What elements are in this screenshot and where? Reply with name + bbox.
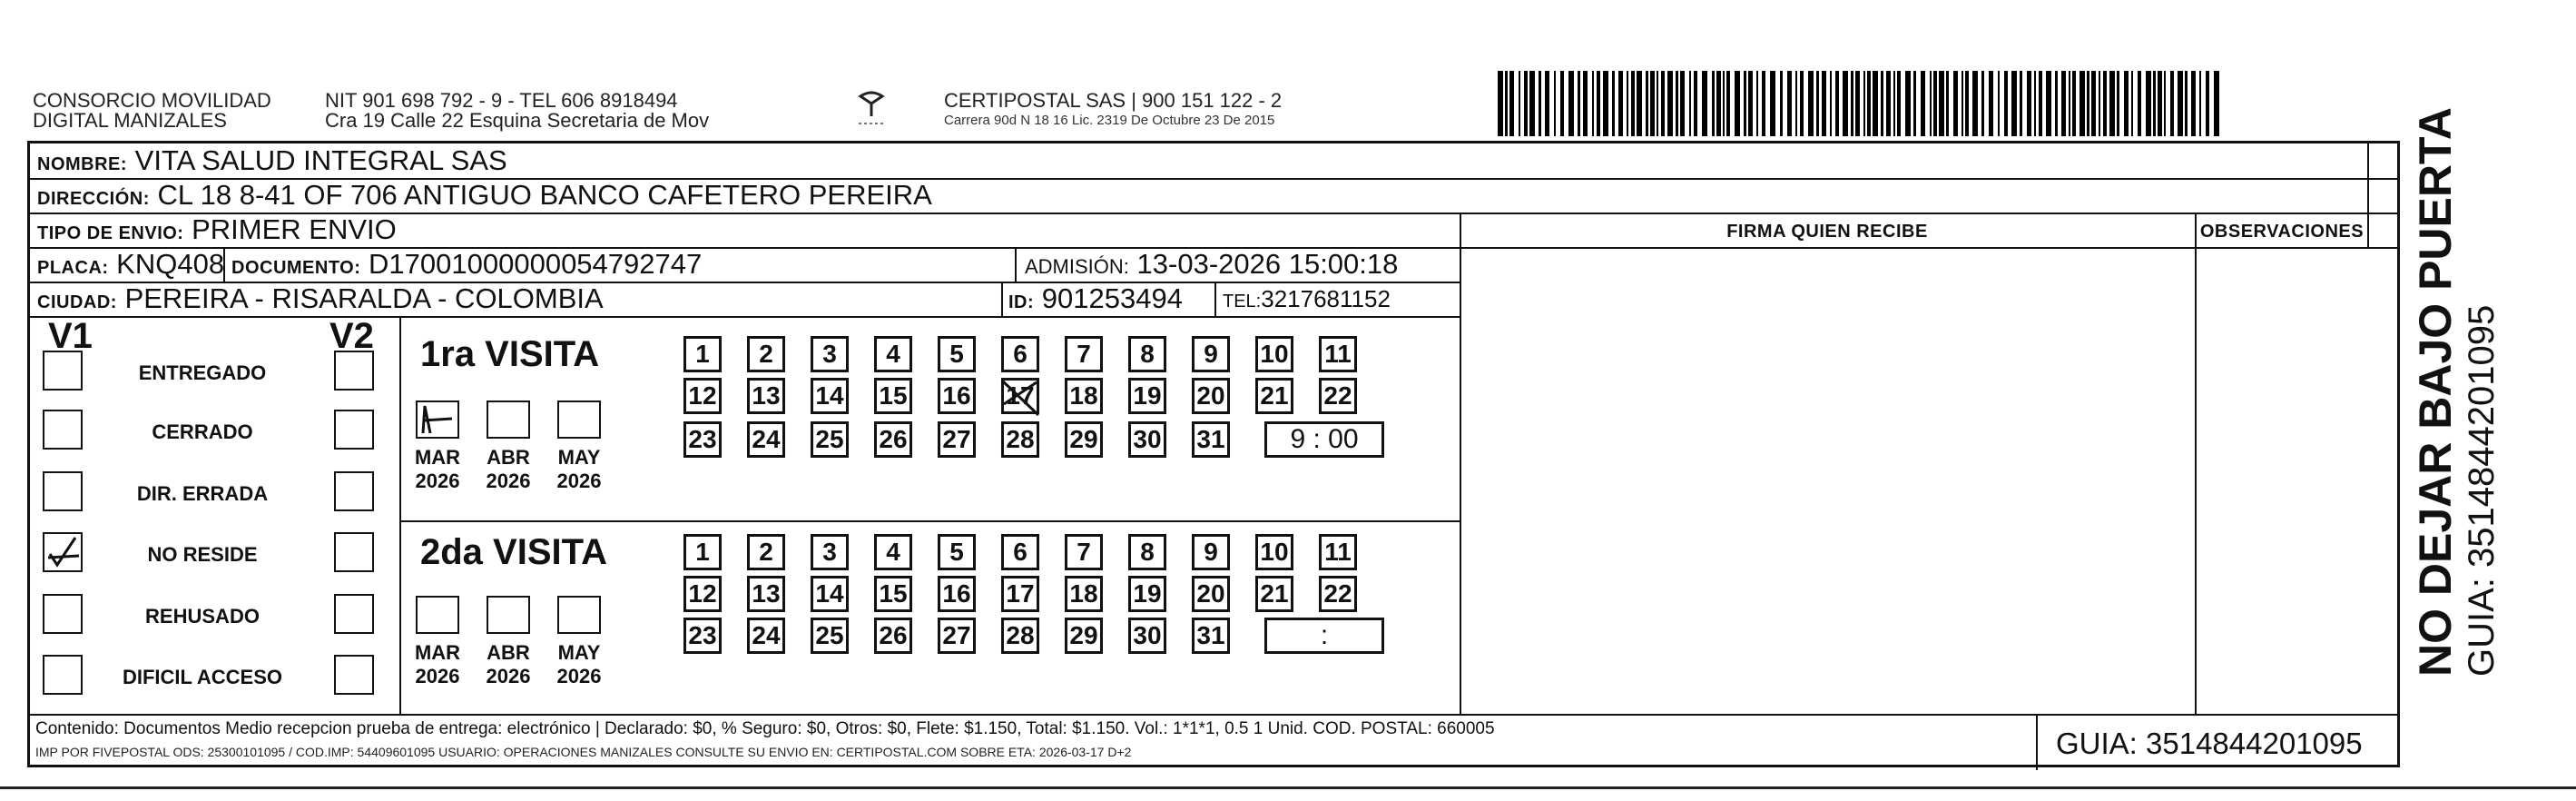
month-label: MAR bbox=[414, 446, 461, 469]
month-year: 2026 bbox=[415, 665, 460, 687]
second-visit-label: 2da VISITA bbox=[420, 532, 607, 572]
day-box[interactable]: 4 bbox=[874, 336, 912, 372]
day-box[interactable]: 27 bbox=[938, 618, 976, 654]
nombre-label: NOMBRE: bbox=[37, 154, 128, 174]
v1-checkbox[interactable] bbox=[43, 532, 83, 572]
tracking-barcode bbox=[1498, 71, 2224, 136]
observaciones-label: OBSERVACIONES bbox=[2199, 222, 2365, 242]
day-box[interactable]: 1 bbox=[683, 534, 722, 570]
day-box[interactable]: 5 bbox=[938, 336, 976, 372]
day-box[interactable]: 6 bbox=[1001, 534, 1039, 570]
day-box[interactable]: 10 bbox=[1255, 336, 1293, 372]
month-label: MAY bbox=[557, 641, 601, 664]
v2-checkbox[interactable] bbox=[334, 532, 374, 572]
month-checkbox[interactable] bbox=[557, 400, 601, 439]
v1-checkbox[interactable] bbox=[43, 655, 83, 695]
v1-checkbox[interactable] bbox=[43, 351, 83, 391]
nit-line1: NIT 901 698 792 - 9 - TEL 606 8918494 bbox=[325, 89, 678, 112]
id-value: 901253494 bbox=[1041, 282, 1183, 314]
v2-checkbox[interactable] bbox=[334, 471, 374, 511]
status-option-label: NO RESIDE bbox=[147, 543, 258, 566]
consortium-name-line2: DIGITAL MANIZALES bbox=[33, 109, 227, 132]
month-year: 2026 bbox=[556, 665, 602, 687]
day-box[interactable]: 23 bbox=[683, 618, 722, 654]
imp-text: IMP POR FIVEPOSTAL ODS: 25300101095 / COD.IMP: 54409601095 USUARIO: OPERACIONES MANIZALES CONSULTE SU ENVIO EN: CERTIPOSTAL.COM SOBRE ETA: 2026-03-17 D+2 bbox=[35, 745, 1132, 759]
day-box[interactable]: 5 bbox=[938, 534, 976, 570]
day-box[interactable]: 28 bbox=[1001, 421, 1039, 458]
direccion-value: CL 18 8-41 OF 706 ANTIGUO BANCO CAFETERO PEREIRA bbox=[157, 179, 932, 211]
day-box[interactable]: 3 bbox=[811, 534, 849, 570]
day-box[interactable]: 20 bbox=[1192, 576, 1230, 612]
day-box[interactable]: 24 bbox=[747, 618, 785, 654]
day-box[interactable]: 17 bbox=[1001, 378, 1039, 414]
day-box[interactable]: 9 bbox=[1192, 336, 1230, 372]
firma-label: FIRMA QUIEN RECIBE bbox=[1726, 222, 1928, 242]
month-checkbox[interactable] bbox=[487, 400, 530, 439]
guide-form-frame bbox=[27, 141, 2400, 767]
month-year: 2026 bbox=[486, 665, 531, 687]
carrier-logo-icon bbox=[853, 89, 890, 129]
status-option-label: ENTREGADO bbox=[138, 361, 267, 384]
day-box[interactable]: 12 bbox=[683, 576, 722, 612]
v2-checkbox[interactable] bbox=[334, 410, 374, 450]
month-label: ABR bbox=[487, 446, 530, 469]
day-box[interactable]: 17 bbox=[1001, 576, 1039, 612]
day-box[interactable]: 12 bbox=[683, 378, 722, 414]
day-box[interactable]: 29 bbox=[1065, 421, 1103, 458]
visit-time-box[interactable]: : bbox=[1264, 618, 1384, 654]
day-box[interactable]: 31 bbox=[1192, 421, 1230, 458]
nit-line2: Cra 19 Calle 22 Esquina Secretaria de Mov bbox=[325, 109, 710, 132]
nombre-value: VITA SALUD INTEGRAL SAS bbox=[134, 144, 507, 176]
documento-value: D17001000000054792747 bbox=[369, 248, 703, 280]
no-dejar-bajo-puerta-text: NO DEJAR BAJO PUERTA bbox=[2410, 107, 2461, 677]
day-box[interactable]: 11 bbox=[1319, 336, 1357, 372]
day-box[interactable]: 13 bbox=[747, 576, 785, 612]
month-year: 2026 bbox=[486, 470, 531, 492]
day-box[interactable]: 13 bbox=[747, 378, 785, 414]
v1-checkbox[interactable] bbox=[43, 594, 83, 634]
day-box[interactable]: 16 bbox=[938, 576, 976, 612]
carrier-line2: Carrera 90d N 18 16 Lic. 2319 De Octubre 23 De 2015 bbox=[944, 113, 1275, 128]
day-box[interactable]: 26 bbox=[874, 618, 912, 654]
bottom-rule bbox=[0, 786, 2576, 789]
tipo-row bbox=[37, 214, 397, 249]
placa-cell bbox=[37, 249, 224, 283]
day-box[interactable]: 11 bbox=[1319, 534, 1357, 570]
ciudad-label: CIUDAD: bbox=[37, 292, 117, 312]
footer-guia: GUIA: 3514844201095 bbox=[2056, 727, 2363, 760]
day-box[interactable]: 19 bbox=[1128, 576, 1166, 612]
day-box[interactable]: 21 bbox=[1255, 378, 1293, 414]
day-box[interactable]: 22 bbox=[1319, 378, 1357, 414]
day-box[interactable]: 26 bbox=[874, 421, 912, 458]
day-box[interactable]: 29 bbox=[1065, 618, 1103, 654]
month-label: MAY bbox=[557, 446, 601, 469]
status-option-label: CERRADO bbox=[152, 420, 253, 443]
day-box[interactable]: 6 bbox=[1001, 336, 1039, 372]
day-box[interactable]: 21 bbox=[1255, 576, 1293, 612]
consortium-name-line1: CONSORCIO MOVILIDAD bbox=[33, 89, 271, 112]
day-box[interactable]: 23 bbox=[683, 421, 722, 458]
contenido-text: Contenido: Documentos Medio recepcion prueba de entrega: electrónico | Declarado: $0, % Seguro: $0, Otros: $0, Flete: $1.150, Total: $1.150. Vol.: 1*1*1, 0.5 1 Unid. COD. POSTAL: 660005 bbox=[35, 719, 1495, 738]
day-box[interactable]: 19 bbox=[1128, 378, 1166, 414]
nombre-row bbox=[37, 145, 507, 180]
status-option-label: REHUSADO bbox=[145, 605, 260, 628]
v1-label: V1 bbox=[48, 316, 93, 356]
documento-cell bbox=[231, 249, 702, 283]
carrier-line1: CERTIPOSTAL SAS | 900 151 122 - 2 bbox=[944, 89, 1283, 112]
month-checkbox[interactable] bbox=[416, 596, 459, 634]
placa-label: PLACA: bbox=[37, 258, 109, 278]
day-box[interactable]: 22 bbox=[1319, 576, 1357, 612]
day-box[interactable]: 25 bbox=[811, 421, 849, 458]
day-box[interactable]: 2 bbox=[747, 336, 785, 372]
v2-checkbox[interactable] bbox=[334, 594, 374, 634]
id-label: ID: bbox=[1008, 292, 1035, 312]
visit-time-box[interactable]: 9 : 00 bbox=[1264, 421, 1384, 458]
ciudad-value: PEREIRA - RISARALDA - COLOMBIA bbox=[124, 282, 604, 314]
day-box[interactable]: 18 bbox=[1065, 378, 1103, 414]
tel-cell bbox=[1223, 283, 1391, 317]
day-box[interactable]: 14 bbox=[811, 378, 849, 414]
day-box[interactable]: 18 bbox=[1065, 576, 1103, 612]
tipo-label: TIPO DE ENVIO: bbox=[37, 223, 184, 243]
documento-label: DOCUMENTO: bbox=[231, 258, 361, 278]
day-box[interactable]: 24 bbox=[747, 421, 785, 458]
admision-cell bbox=[1025, 249, 1398, 282]
day-box[interactable]: 7 bbox=[1065, 336, 1103, 372]
admision-value: 13-03-2026 15:00:18 bbox=[1136, 248, 1399, 280]
side-guia-text: GUIA: 3514844201095 bbox=[2462, 304, 2502, 677]
month-checkbox[interactable] bbox=[557, 596, 601, 634]
day-box[interactable]: 9 bbox=[1192, 534, 1230, 570]
day-box[interactable]: 30 bbox=[1128, 618, 1166, 654]
day-box[interactable]: 4 bbox=[874, 534, 912, 570]
month-year: 2026 bbox=[556, 470, 602, 492]
day-box[interactable]: 1 bbox=[683, 336, 722, 372]
day-box[interactable]: 27 bbox=[938, 421, 976, 458]
direccion-label: DIRECCIÓN: bbox=[37, 189, 150, 209]
v2-checkbox[interactable] bbox=[334, 351, 374, 391]
month-year: 2026 bbox=[415, 470, 460, 492]
day-box[interactable]: 20 bbox=[1192, 378, 1230, 414]
day-box[interactable]: 31 bbox=[1192, 618, 1230, 654]
tel-label: TEL: bbox=[1223, 292, 1262, 312]
v1-checkbox[interactable] bbox=[43, 471, 83, 511]
status-option-label: DIFICIL ACCESO bbox=[122, 666, 282, 688]
v2-checkbox[interactable] bbox=[334, 655, 374, 695]
admision-label: ADMISIÓN: bbox=[1025, 255, 1129, 278]
day-box[interactable]: 8 bbox=[1128, 534, 1166, 570]
day-box[interactable]: 8 bbox=[1128, 336, 1166, 372]
day-box[interactable]: 30 bbox=[1128, 421, 1166, 458]
placa-value: KNQ408 bbox=[116, 248, 225, 280]
day-box[interactable]: 7 bbox=[1065, 534, 1103, 570]
tipo-value: PRIMER ENVIO bbox=[192, 213, 397, 245]
v2-label: V2 bbox=[329, 316, 374, 356]
month-checkbox[interactable] bbox=[487, 596, 530, 634]
ciudad-cell bbox=[37, 283, 604, 318]
month-label: ABR bbox=[487, 641, 530, 664]
v1-checkbox[interactable] bbox=[43, 410, 83, 450]
tel-value: 3217681152 bbox=[1261, 285, 1391, 312]
day-box[interactable]: 15 bbox=[874, 378, 912, 414]
day-box[interactable]: 25 bbox=[811, 618, 849, 654]
status-option-label: DIR. ERRADA bbox=[136, 482, 269, 505]
first-visit-label: 1ra VISITA bbox=[420, 334, 600, 374]
day-box[interactable]: 15 bbox=[874, 576, 912, 612]
direccion-row bbox=[37, 180, 932, 214]
month-label: MAR bbox=[414, 641, 461, 664]
id-cell bbox=[1008, 283, 1183, 318]
day-box[interactable]: 14 bbox=[811, 576, 849, 612]
day-box[interactable]: 10 bbox=[1255, 534, 1293, 570]
day-box[interactable]: 2 bbox=[747, 534, 785, 570]
month-checkbox[interactable] bbox=[416, 400, 459, 439]
day-box[interactable]: 28 bbox=[1001, 618, 1039, 654]
day-box[interactable]: 16 bbox=[938, 378, 976, 414]
day-box[interactable]: 3 bbox=[811, 336, 849, 372]
